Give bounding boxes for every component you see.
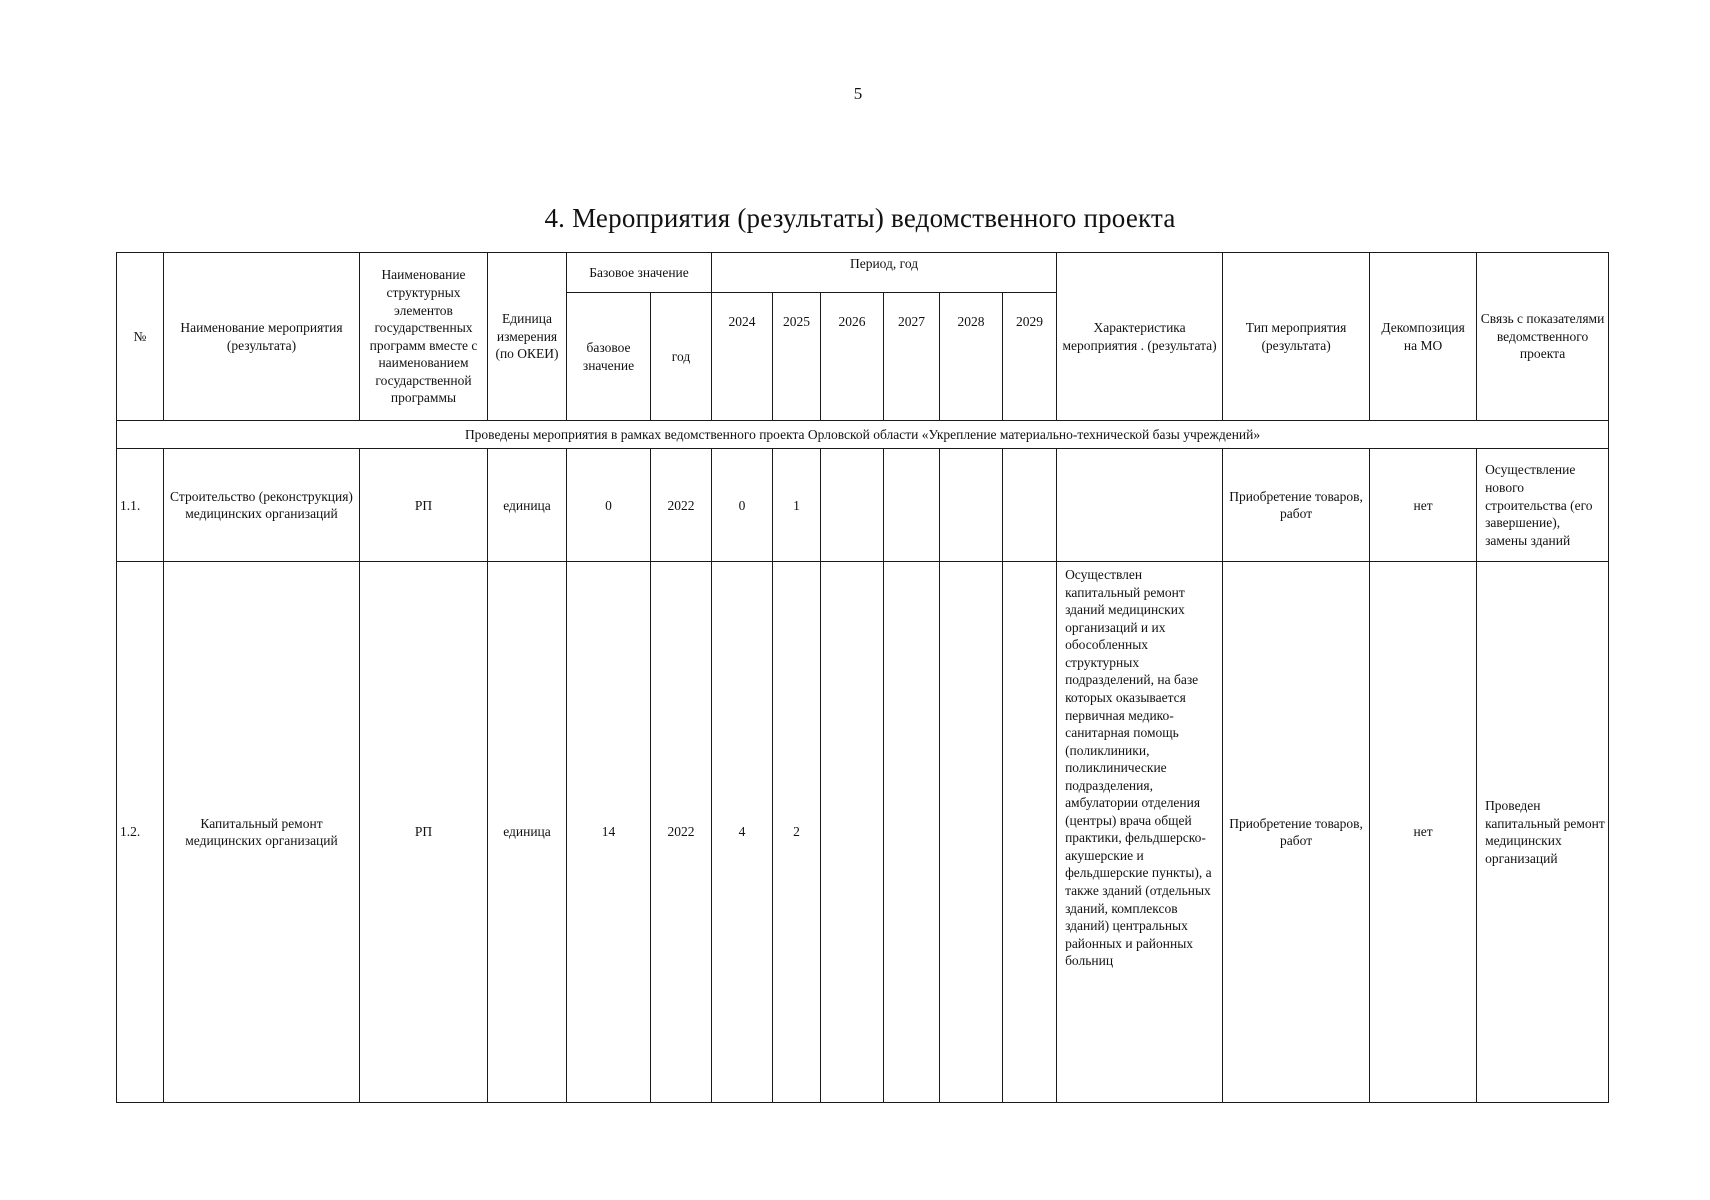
row-year-2024: 4 [712,562,773,1103]
header-year-2027: 2027 [884,293,940,421]
row-name: Капитальный ремонт медицинских организаций [164,562,360,1103]
header-year-2025: 2025 [773,293,821,421]
row-unit: единица [488,449,567,562]
row-base-year: 2022 [651,449,712,562]
row-year-2029 [1003,449,1057,562]
row-num: 1.2. [117,562,164,1103]
header-num: № [117,253,164,421]
row-unit: единица [488,562,567,1103]
header-decomposition: Декомпозиция на МО [1370,253,1477,421]
row-link: Проведен капитальный ремонт медицинских организаций [1477,562,1609,1103]
events-table [116,252,1609,1103]
row-year-2027 [884,562,940,1103]
row-year-2026 [821,562,884,1103]
row-characteristic: Осуществлен капитальный ремонт зданий медицинских организаций и их обособленных структурных подразделений, на базе которых оказывается первичная медико-санитарная помощь (поликлиники, поликлинические подразделения, амбулатории отделения (центры) врача общей практики, фельдшерско-акушерские и фельдшерские пункты), а также зданий (отдельных зданий, комплексов зданий) центральных районных и районных больниц [1065,567,1212,969]
header-structure: Наименование структурных элементов государственных программ вместе с наименованием государственной программы [360,253,488,421]
row-name: Строительство (реконструкция) медицинских организаций [164,449,360,562]
header-year-2026: 2026 [821,293,884,421]
header-year-2028: 2028 [940,293,1003,421]
header-characteristic: Характеристика мероприятия . (результата) [1057,253,1223,421]
row-type: Приобретение товаров, работ [1223,562,1370,1103]
header-base-value: базовое значение [567,293,651,421]
header-type: Тип мероприятия (результата) [1223,253,1370,421]
row-base-year: 2022 [651,562,712,1103]
section-row: Проведены мероприятия в рамках ведомственного проекта Орловской области «Укрепление материально-технической базы учреждений» [117,421,1609,449]
section-title: 4. Мероприятия (результаты) ведомственного проекта [544,203,1176,233]
row-type: Приобретение товаров, работ [1223,449,1370,562]
page-number: 5 [853,84,863,103]
header-link: Связь с показателями ведомственного проекта [1477,253,1609,421]
header-base-year: год [651,293,712,421]
table-row [117,449,1609,562]
row-year-2028 [940,562,1003,1103]
row-characteristic-cell [1057,562,1223,1103]
row-characteristic [1057,449,1223,562]
row-year-2024: 0 [712,449,773,562]
row-link: Осуществление нового строительства (его завершение), замены зданий [1477,449,1609,562]
header-base-group: Базовое значение [567,253,712,293]
row-num: 1.1. [117,449,164,562]
row-decomposition: нет [1370,562,1477,1103]
row-base-value: 14 [567,562,651,1103]
row-year-2027 [884,449,940,562]
row-year-2025: 1 [773,449,821,562]
row-year-2026 [821,449,884,562]
row-base-value: 0 [567,449,651,562]
row-year-2028 [940,449,1003,562]
header-name: Наименование мероприятия (результата) [164,253,360,421]
row-year-2029 [1003,562,1057,1103]
row-year-2025: 2 [773,562,821,1103]
row-structure: РП [360,562,488,1103]
header-year-2024: 2024 [712,293,773,421]
table-row [117,562,1609,1103]
row-structure: РП [360,449,488,562]
header-period-group: Период, год [712,253,1057,293]
header-year-2029: 2029 [1003,293,1057,421]
header-unit: Единица измерения (по ОКЕИ) [488,253,567,421]
row-decomposition: нет [1370,449,1477,562]
